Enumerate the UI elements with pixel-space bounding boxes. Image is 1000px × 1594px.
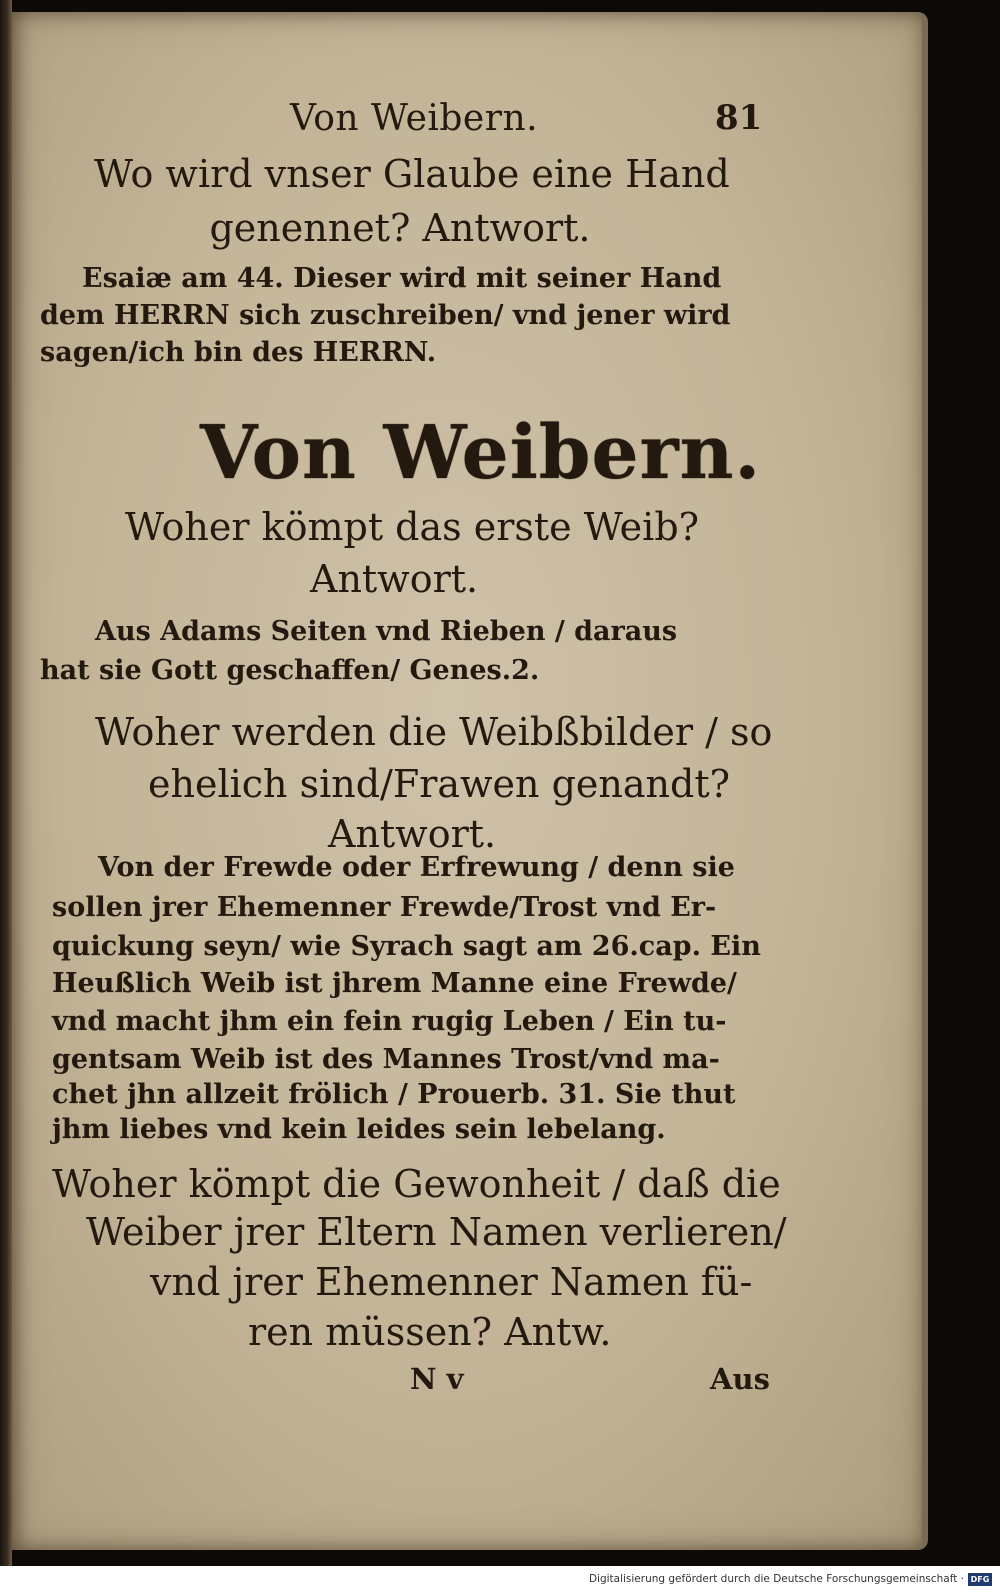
question-4-line-3: vnd jrer Ehemenner Namen fü- — [150, 1260, 753, 1304]
book-spine-edge — [0, 0, 12, 1594]
digitization-footer — [0, 1566, 1000, 1594]
answer-3-line-4: Heußlich Weib ist jhrem Manne eine Frewde/ — [52, 968, 737, 999]
answer-3-line-8: jhm liebes vnd kein leides sein lebelang. — [52, 1114, 666, 1145]
question-3-line-3: Antwort. — [328, 812, 497, 856]
answer-3-line-1: Von der Frewde oder Erfrewung / denn sie — [98, 852, 735, 883]
page-number: 81 — [715, 98, 763, 138]
question-3-line-2: ehelich sind/Frawen genandt? — [148, 762, 730, 806]
question-4-line-4: ren müssen? Antw. — [248, 1310, 612, 1354]
question-1-line-1: Wo wird vnser Glaube eine Hand — [94, 152, 730, 196]
answer-3-line-2: sollen jrer Ehemenner Frewde/Trost vnd Er- — [52, 892, 717, 923]
funding-credit: Digitalisierung gefördert durch die Deutsche Forschungsgemeinschaft · — [588, 1573, 964, 1585]
answer-2-line-1: Aus Adams Seiten vnd Rieben / daraus — [95, 616, 678, 647]
answer-1-line-2: dem HERRN sich zuschreiben/ vnd jener wird — [40, 300, 731, 331]
answer-2-line-2: hat sie Gott geschaffen/ Genes.2. — [40, 655, 540, 686]
answer-3-line-6: gentsam Weib ist des Mannes Trost/vnd ma- — [52, 1044, 720, 1075]
running-head: Von Weibern. — [290, 98, 539, 139]
question-2-line-2: Antwort. — [310, 557, 479, 601]
signature-mark: N v — [410, 1362, 464, 1396]
dfg-logo: DFG — [968, 1573, 992, 1586]
question-3-line-1: Woher werden die Weibßbilder / so — [95, 710, 773, 754]
section-heading: Von Weibern. — [200, 410, 762, 496]
answer-1-line-1: Esaiæ am 44. Dieser wird mit seiner Hand — [82, 263, 722, 294]
question-4-line-2: Weiber jrer Eltern Namen verlieren/ — [86, 1210, 787, 1254]
question-2-line-1: Woher kömpt das erste Weib? — [125, 505, 700, 549]
answer-3-line-5: vnd macht jhm ein fein rugig Leben / Ein tu- — [52, 1006, 727, 1037]
catchword: Aus — [710, 1362, 770, 1396]
answer-1-line-3: sagen/ich bin des HERRN. — [40, 337, 437, 368]
answer-3-line-7: chet jhn allzeit frölich / Prouerb. 31. Sie thut — [52, 1079, 736, 1110]
answer-3-line-3: quickung seyn/ wie Syrach sagt am 26.cap. Ein — [52, 931, 761, 962]
question-4-line-1: Woher kömpt die Gewonheit / daß die — [52, 1162, 781, 1206]
question-1-line-2: genennet? Antwort. — [209, 206, 591, 250]
